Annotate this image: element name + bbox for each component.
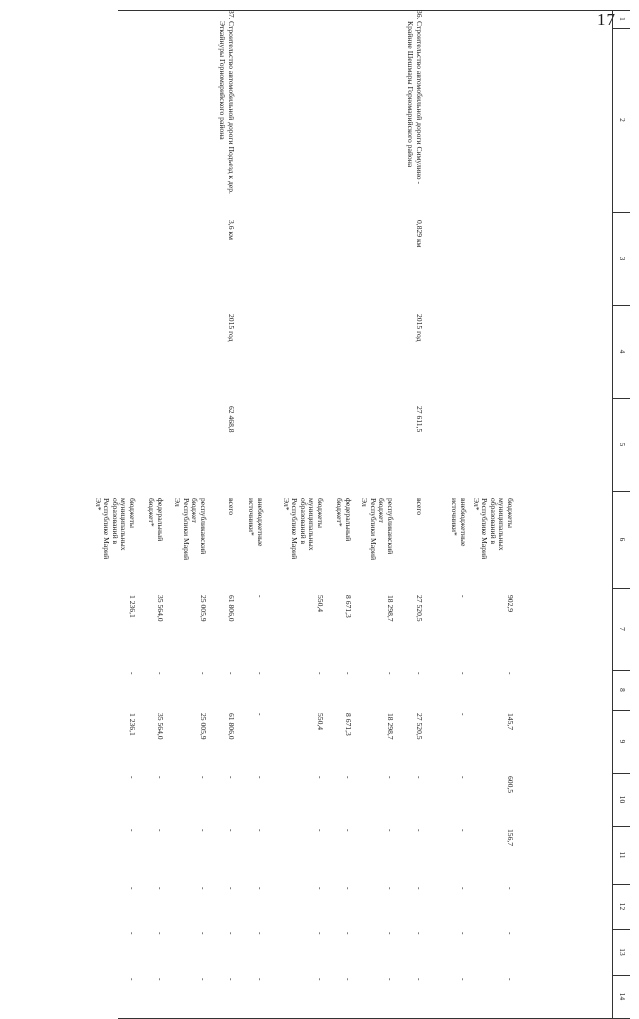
value-cell: - xyxy=(386,672,395,675)
source-label: внебюджетные источники* xyxy=(247,498,265,547)
value-cell: - xyxy=(386,978,395,981)
project-cost: 27 611,5 xyxy=(415,406,424,433)
value-cell: - xyxy=(156,776,165,779)
value-cell: - xyxy=(156,672,165,675)
value-cell: 1 236,1 xyxy=(128,713,137,736)
value-cell: - xyxy=(415,829,424,832)
source-label: федеральный бюджет* xyxy=(335,498,353,542)
value-cell: - xyxy=(199,932,208,935)
value-cell: - xyxy=(415,978,424,981)
value-cell: 35 564,0 xyxy=(156,595,165,622)
value-cell: - xyxy=(256,595,265,598)
column-border xyxy=(613,212,630,213)
column-border xyxy=(613,710,630,711)
value-cell: - xyxy=(506,887,515,890)
value-cell: 1 236,1 xyxy=(128,595,137,618)
column-border xyxy=(613,398,630,399)
value-cell: - xyxy=(344,978,353,981)
column-border xyxy=(613,929,630,930)
value-cell: - xyxy=(386,776,395,779)
project-length: 0,829 км xyxy=(415,220,424,248)
value-cell: - xyxy=(415,887,424,890)
value-cell: - xyxy=(316,672,325,675)
column-header: 5 xyxy=(618,442,627,447)
value-cell: - xyxy=(506,672,515,675)
value-cell: - xyxy=(256,932,265,935)
value-cell: - xyxy=(316,829,325,832)
project-year: 2015 год xyxy=(415,314,424,342)
value-cell: - xyxy=(386,932,395,935)
header-border xyxy=(612,10,613,1018)
value-cell: - xyxy=(128,776,137,779)
column-border xyxy=(613,826,630,827)
project-year: 2015 год xyxy=(227,314,236,342)
value-cell: - xyxy=(459,595,468,598)
value-cell: - xyxy=(199,776,208,779)
column-header: 13 xyxy=(618,948,627,956)
value-cell: 25 005,9 xyxy=(199,713,208,740)
value-cell: - xyxy=(128,978,137,981)
value-cell: - xyxy=(156,887,165,890)
value-cell: 27 520,5 xyxy=(415,713,424,740)
value-cell: 18 298,7 xyxy=(386,713,395,740)
column-header: 12 xyxy=(618,902,627,911)
column-header: 10 xyxy=(618,795,627,804)
column-border xyxy=(613,588,630,589)
source-label: всего xyxy=(227,498,236,516)
column-header: 6 xyxy=(618,537,627,542)
value-cell: - xyxy=(256,887,265,890)
value-cell: - xyxy=(386,829,395,832)
column-header: 3 xyxy=(618,256,627,261)
value-cell: - xyxy=(386,887,395,890)
value-cell: 27 520,5 xyxy=(415,595,424,622)
source-label: внебюджетные источники* xyxy=(450,498,468,547)
column-border xyxy=(613,491,630,492)
value-cell: - xyxy=(128,932,137,935)
project-number: 37. xyxy=(227,10,236,20)
value-cell: - xyxy=(459,932,468,935)
value-cell: - xyxy=(459,829,468,832)
column-border xyxy=(613,670,630,671)
value-cell: 18 298,7 xyxy=(386,595,395,622)
project-name: Строительство автомобильной дороги Симулино - Крайние Шешмары Горномарийского района xyxy=(406,21,424,185)
value-cell: - xyxy=(227,672,236,675)
value-cell: - xyxy=(199,672,208,675)
value-cell: - xyxy=(156,932,165,935)
value-cell: 145,7 xyxy=(506,713,515,731)
value-cell: - xyxy=(256,713,265,716)
value-cell: - xyxy=(459,776,468,779)
value-cell: 550,4 xyxy=(316,595,325,613)
value-cell: - xyxy=(316,776,325,779)
value-cell: - xyxy=(344,932,353,935)
value-cell: - xyxy=(256,829,265,832)
source-label: бюджеты муниципальных образований в Республике Марий Эл* xyxy=(93,498,137,560)
project-cost: 62 468,8 xyxy=(227,406,236,433)
source-label: республиканский бюджет Республики Марий Эл xyxy=(360,498,395,561)
column-header: 9 xyxy=(618,739,627,744)
project-length: 3,6 км xyxy=(227,220,236,240)
value-cell: 902,9 xyxy=(506,595,515,613)
value-cell: - xyxy=(344,829,353,832)
column-border xyxy=(613,773,630,774)
value-cell: - xyxy=(459,887,468,890)
value-cell: - xyxy=(256,978,265,981)
value-cell: - xyxy=(227,932,236,935)
value-cell: 61 806,0 xyxy=(227,595,236,622)
project-name: Строительство автомобильной дороги Подъезд к дер. Эткайнуры Горномарийского района xyxy=(218,21,236,194)
value-cell: - xyxy=(459,672,468,675)
value-cell: - xyxy=(344,672,353,675)
rotated-table xyxy=(93,10,630,1001)
value-cell: - xyxy=(344,887,353,890)
value-cell: - xyxy=(199,887,208,890)
source-label: всего xyxy=(415,498,424,516)
value-cell: - xyxy=(316,932,325,935)
value-cell: - xyxy=(256,776,265,779)
column-border xyxy=(613,28,630,29)
column-border xyxy=(613,975,630,976)
value-cell: - xyxy=(128,829,137,832)
value-cell: - xyxy=(128,672,137,675)
value-cell: - xyxy=(156,829,165,832)
value-cell: 25 005,9 xyxy=(199,595,208,622)
value-cell: - xyxy=(316,978,325,981)
value-cell: 600,5 xyxy=(506,776,515,794)
column-border xyxy=(613,305,630,306)
value-cell: - xyxy=(506,978,515,981)
value-cell: 35 564,0 xyxy=(156,713,165,740)
column-header: 2 xyxy=(618,118,627,122)
value-cell: 550,4 xyxy=(316,713,325,731)
value-cell: - xyxy=(415,672,424,675)
column-header: 8 xyxy=(618,688,627,692)
project-number: 36. xyxy=(415,10,424,20)
column-header: 11 xyxy=(618,851,627,859)
source-label: бюджеты муниципальных образований в Республике Марий Эл* xyxy=(471,498,515,560)
value-cell: 61 806,0 xyxy=(227,713,236,740)
value-cell: - xyxy=(199,829,208,832)
column-header: 14 xyxy=(618,992,627,1001)
value-cell: 8 671,3 xyxy=(344,595,353,618)
page-number: 17 xyxy=(597,10,616,29)
column-header: 7 xyxy=(618,627,627,631)
value-cell: - xyxy=(227,887,236,890)
value-cell: - xyxy=(506,932,515,935)
value-cell: 8 671,3 xyxy=(344,713,353,736)
value-cell: - xyxy=(415,776,424,779)
source-label: бюджеты муниципальных образований в Республике Марий Эл* xyxy=(281,498,325,560)
column-header: 4 xyxy=(618,349,627,354)
source-label: республиканский бюджет Республики Марий Эл xyxy=(173,498,208,561)
value-cell: - xyxy=(227,829,236,832)
value-cell: - xyxy=(128,887,137,890)
value-cell: 156,7 xyxy=(506,829,515,847)
value-cell: - xyxy=(459,978,468,981)
column-header: 1 xyxy=(618,17,627,21)
column-border xyxy=(118,10,630,11)
column-border xyxy=(613,884,630,885)
value-cell: - xyxy=(227,978,236,981)
value-cell: - xyxy=(316,887,325,890)
value-cell: - xyxy=(256,672,265,675)
value-cell: - xyxy=(415,932,424,935)
value-cell: - xyxy=(227,776,236,779)
value-cell: - xyxy=(199,978,208,981)
value-cell: - xyxy=(459,713,468,716)
source-label: федеральный бюджет* xyxy=(147,498,165,542)
value-cell: - xyxy=(156,978,165,981)
value-cell: - xyxy=(344,776,353,779)
